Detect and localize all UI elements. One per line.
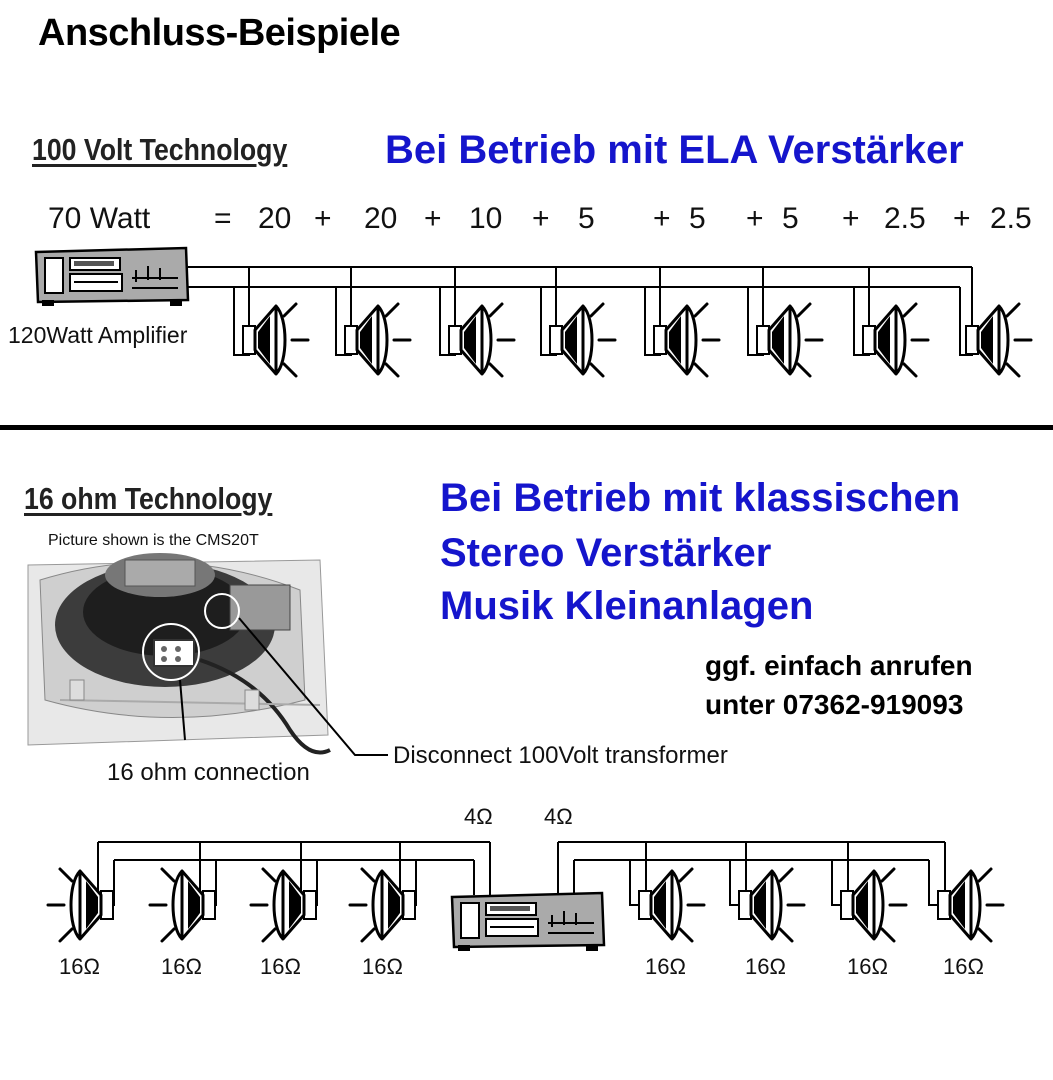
blue-heading-line-3: Musik Kleinanlagen (440, 584, 814, 628)
speaker-impedance-label: 16Ω (161, 954, 202, 979)
equation-term: 2.5 (884, 202, 926, 235)
equation-plus: + (314, 202, 332, 235)
amplifier-100v-icon (36, 248, 188, 306)
loudspeaker-icon (48, 869, 113, 941)
loudspeaker-icon (150, 869, 215, 941)
loudspeaker-icon (938, 869, 1003, 941)
loudspeaker-icon (863, 304, 928, 376)
equation-plus: + (842, 202, 860, 235)
callout-disconnect-transformer: Disconnect 100Volt transformer (393, 742, 728, 769)
equation-term: 20 (364, 202, 398, 235)
section-heading-100v: 100 Volt Technology (32, 132, 288, 167)
equation-term: 5 (782, 202, 799, 235)
equation-plus: + (746, 202, 764, 235)
loudspeaker-icon (757, 304, 822, 376)
loudspeaker-icon (841, 869, 906, 941)
equation-plus: + (653, 202, 671, 235)
loudspeaker-icon (966, 304, 1031, 376)
equation-plus: + (953, 202, 971, 235)
equation-total: 70 Watt (48, 202, 151, 235)
blue-heading-line-1: Bei Betrieb mit klassischen (440, 476, 961, 520)
loudspeaker-icon (449, 304, 514, 376)
equation-term: 5 (689, 202, 706, 235)
speaker-impedance-label: 16Ω (260, 954, 301, 979)
contact-line-1: ggf. einfach anrufen (705, 650, 973, 681)
blue-heading-line-2: Stereo Verstärker (440, 531, 772, 575)
amplifier-label: 120Watt Amplifier (8, 322, 188, 348)
speaker-impedance-label: 16Ω (645, 954, 686, 979)
contact-line-2: unter 07362-919093 (705, 689, 964, 720)
equation-term: 20 (258, 202, 292, 235)
ceiling-speaker-photo (28, 553, 330, 755)
equation-plus: + (424, 202, 442, 235)
callout-16ohm-connection: 16 ohm connection (107, 759, 310, 786)
loudspeaker-icon (251, 869, 316, 941)
loudspeaker-icon (345, 304, 410, 376)
loudspeaker-icon (654, 304, 719, 376)
equation-equals: = (214, 202, 232, 235)
equation-term: 5 (578, 202, 595, 235)
loudspeaker-icon (243, 304, 308, 376)
page-title: Anschluss-Beispiele (38, 12, 401, 54)
section-subheading-ela: Bei Betrieb mit ELA Verstärker (385, 128, 964, 172)
speaker-impedance-label: 16Ω (847, 954, 888, 979)
speaker-impedance-label: 16Ω (745, 954, 786, 979)
loudspeaker-icon (350, 869, 415, 941)
photo-caption: Picture shown is the CMS20T (48, 532, 259, 549)
output-impedance-right: 4Ω (544, 804, 573, 829)
equation-plus: + (532, 202, 550, 235)
section-heading-16ohm: 16 ohm Technology (24, 481, 273, 516)
amplifier-16ohm-icon (452, 893, 604, 951)
speaker-impedance-label: 16Ω (943, 954, 984, 979)
loudspeaker-icon (550, 304, 615, 376)
loudspeaker-icon (739, 869, 804, 941)
equation-term: 10 (469, 202, 503, 235)
loudspeaker-icon (639, 869, 704, 941)
speaker-impedance-label: 16Ω (362, 954, 403, 979)
output-impedance-left: 4Ω (464, 804, 493, 829)
speaker-impedance-label: 16Ω (59, 954, 100, 979)
equation-term: 2.5 (990, 202, 1032, 235)
